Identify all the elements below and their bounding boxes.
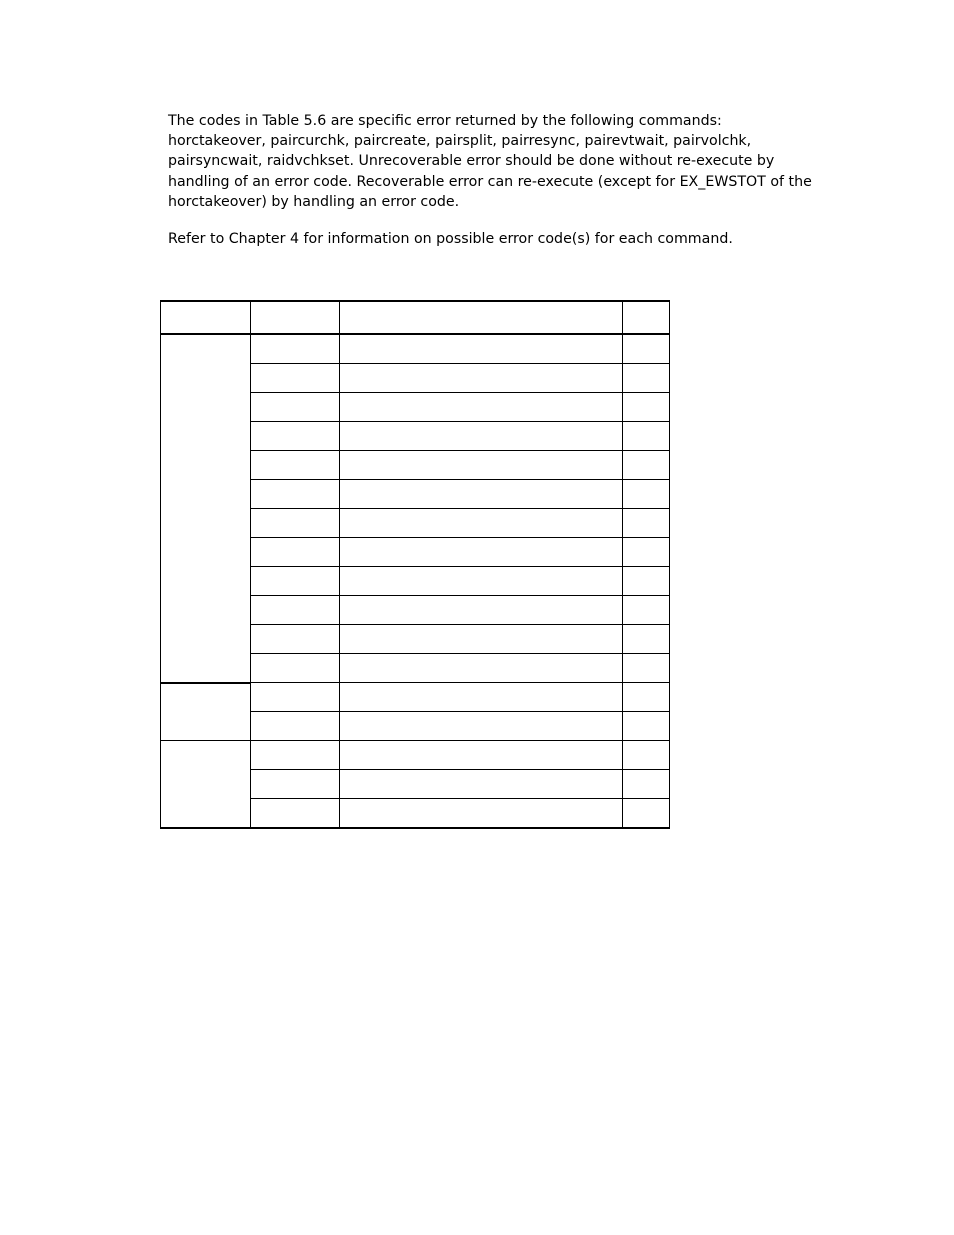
table-cell (251, 596, 340, 625)
table-cell (623, 334, 670, 364)
table-cell (251, 799, 340, 829)
table-cell (251, 422, 340, 451)
table-cell (623, 393, 670, 422)
table-cell (340, 364, 623, 393)
intro-line: horctakeover) by handling an error code. (168, 193, 460, 210)
intro-line: pairsyncwait, raidvchkset. Unrecoverable error should be done without re-execute by (168, 153, 775, 170)
group-cell (161, 334, 251, 683)
intro-line: horctakeover, paircurchk, paircreate, pairsplit, pairresync, pairevtwait, pairvolchk, (168, 133, 752, 150)
table-cell (623, 451, 670, 480)
table-cell (623, 712, 670, 741)
table-cell (251, 393, 340, 422)
table-cell (623, 422, 670, 451)
table-cell (340, 799, 623, 829)
table-cell (251, 683, 340, 712)
table-cell (623, 364, 670, 393)
table-cell (340, 538, 623, 567)
table-cell (623, 654, 670, 683)
table-cell (623, 480, 670, 509)
table-cell (623, 770, 670, 799)
intro-line: handling of an error code. Recoverable error can re-execute (except for EX_EWSTOT of the (168, 173, 812, 190)
table-row (161, 741, 670, 770)
table-row (161, 334, 670, 364)
table-cell (623, 741, 670, 770)
reference-paragraph (168, 229, 828, 249)
table-cell (251, 334, 340, 364)
group-cell (161, 741, 251, 829)
table-cell (623, 799, 670, 829)
table-cell (251, 770, 340, 799)
table-cell (340, 741, 623, 770)
table-cell (340, 683, 623, 712)
table-header-row (161, 301, 670, 334)
header-cell-category (161, 301, 251, 334)
intro-line: The codes in Table 5.6 are specific error returned by the following commands: (168, 113, 722, 129)
table-cell (340, 567, 623, 596)
table-cell (623, 567, 670, 596)
table-cell (623, 683, 670, 712)
table-cell (251, 741, 340, 770)
table-row (161, 683, 670, 712)
table-cell (251, 480, 340, 509)
table-cell (340, 654, 623, 683)
table-cell (251, 625, 340, 654)
table-cell (251, 509, 340, 538)
table-cell (251, 451, 340, 480)
table-cell (340, 334, 623, 364)
table-cell (340, 393, 623, 422)
table-cell (340, 770, 623, 799)
table-cell (623, 509, 670, 538)
table-cell (251, 538, 340, 567)
table-cell (340, 480, 623, 509)
table-cell (623, 538, 670, 567)
table-cell (623, 596, 670, 625)
header-cell-message (340, 301, 623, 334)
table-cell (340, 712, 623, 741)
table-cell (251, 567, 340, 596)
table-cell (251, 712, 340, 741)
table-cell (340, 596, 623, 625)
table-cell (340, 625, 623, 654)
table-cell (251, 364, 340, 393)
intro-paragraph (168, 111, 828, 212)
table-cell (340, 509, 623, 538)
header-cell-error-code (251, 301, 340, 334)
table-cell (623, 625, 670, 654)
group-cell (161, 683, 251, 741)
header-cell-value (623, 301, 670, 334)
error-code-table (160, 300, 670, 829)
table-cell (340, 451, 623, 480)
table-cell (251, 654, 340, 683)
table-cell (340, 422, 623, 451)
reference-text: Refer to Chapter 4 for information on possible error code(s) for each command. (168, 231, 733, 247)
